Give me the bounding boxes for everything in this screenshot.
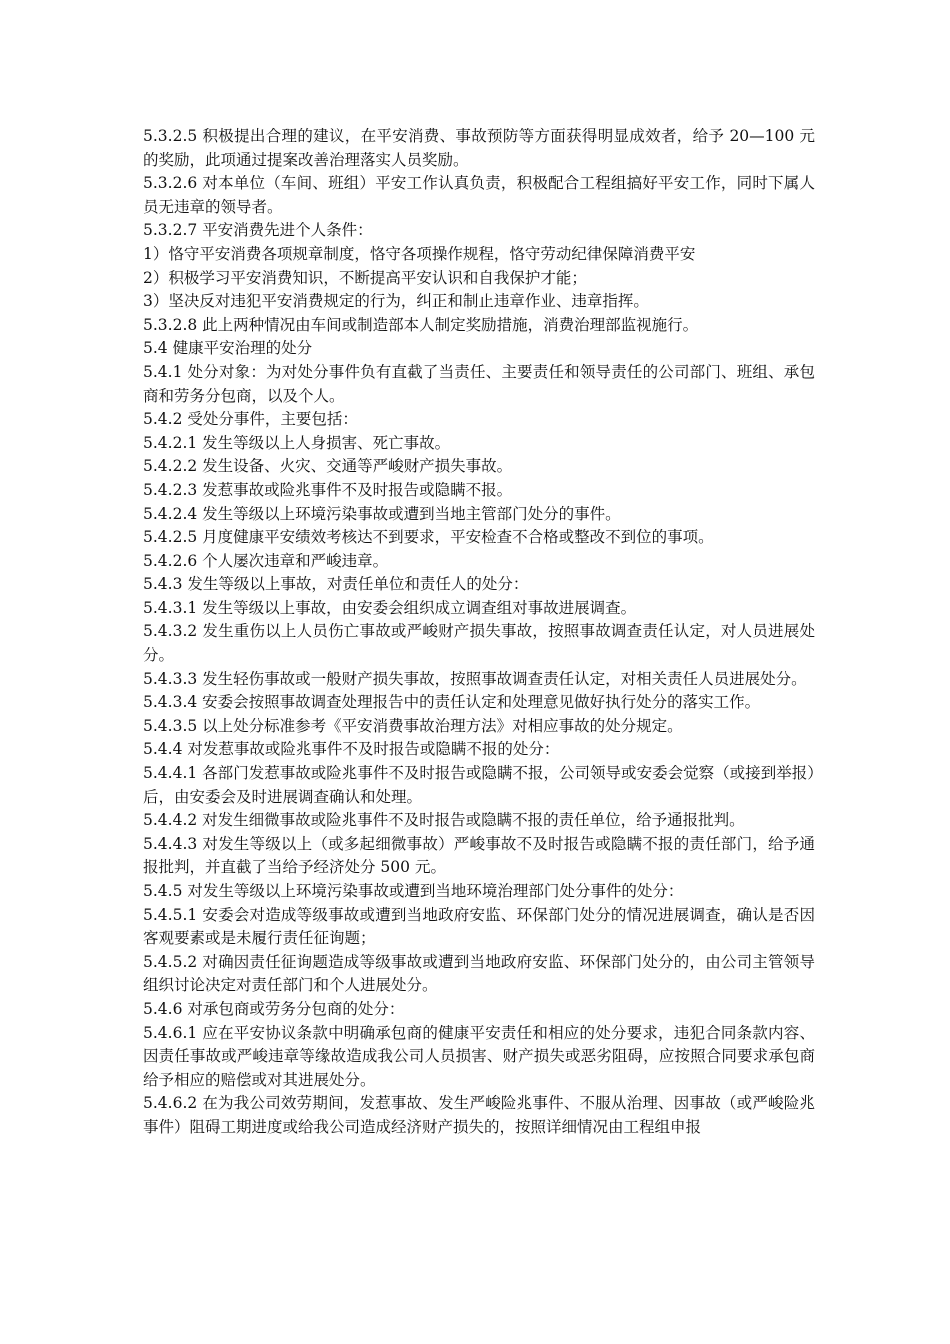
paragraph: 5.4.5 对发生等级以上环境污染事故或遭到当地环境治理部门处分事件的处分： <box>143 882 684 900</box>
paragraph: 5.4.2.1 发生等级以上人身损害、死亡事故。 <box>143 433 451 452</box>
paragraph: 2）积极学习平安消费知识，不断提高平安认识和自我保护才能； <box>143 268 587 287</box>
paragraph: 1）恪守平安消费各项规章制度，恪守各项操作规程，恪守劳动纪律保障消费平安 <box>143 244 696 263</box>
paragraph: 5.4.6 对承包商或劳务分包商的处分： <box>143 999 405 1018</box>
document-body <box>143 125 815 1140</box>
paragraph: 5.4 健康平安治理的处分 <box>143 339 313 358</box>
paragraph: 5.4.5.1 安委会对造成等级事故或遭到当地政府安监、环保部门处分的情况进展调查，确认是否因客观要素或是未履行责任征询题； <box>143 905 815 948</box>
paragraph: 5.4.2.5 月度健康平安绩效考核达不到要求，平安检查不合格或整改不到位的事项。 <box>143 528 714 547</box>
paragraph: 5.4.4.2 对发生细微事故或险兆事件不及时报告或隐瞒不报的责任单位，给予通报批判。 <box>143 811 745 830</box>
paragraph: 5.4.2.3 发惹事故或险兆事件不及时报告或隐瞒不报。 <box>143 480 513 499</box>
paragraph: 5.3.2.6 对本单位（车间、班组）平安工作认真负责，积极配合工程组搞好平安工作，同时下属人员无违章的领导者。 <box>143 174 815 216</box>
paragraph: 5.4.3.5 以上处分标准参考《平安消费事故治理方法》对相应事故的处分规定。 <box>143 716 683 735</box>
paragraph: 5.4.3.4 安委会按照事故调查处理报告中的责任认定和处理意见做好执行处分的落实工作。 <box>143 693 761 712</box>
paragraph: 3）坚决反对违犯平安消费规定的行为，纠正和制止违章作业、违章指挥。 <box>143 292 649 311</box>
paragraph: 5.3.2.7 平安消费先进个人条件： <box>143 221 373 240</box>
paragraph: 5.4.1 处分对象：为对处分事件负有直截了当责任、主要责任和领导责任的公司部门、班组、承包商和劳务分包商，以及个人。 <box>143 362 815 405</box>
paragraph: 5.4.2.4 发生等级以上环境污染事故或遭到当地主管部门处分的事件。 <box>143 504 621 523</box>
paragraph: 5.4.3 发生等级以上事故，对责任单位和责任人的处分： <box>143 575 529 594</box>
paragraph: 5.4.6.1 应在平安协议条款中明确承包商的健康平安责任和相应的处分要求，违犯合同条款内容、因责任事故或严峻违章等缘故造成我公司人员损害、财产损失或恶劣阻碍，应按照合同要求承包商给予相应的赔偿或对其进展处分。 <box>143 1023 815 1089</box>
paragraph: 5.4.4 对发惹事故或险兆事件不及时报告或隐瞒不报的处分： <box>143 740 560 759</box>
paragraph: 5.4.3.1 发生等级以上事故，由安委会组织成立调查组对事故进展调查。 <box>143 598 637 617</box>
paragraph: 5.4.4.1 各部门发惹事故或险兆事件不及时报告或隐瞒不报，公司领导或安委会觉察（或接到举报）后，由安委会及时进展调查确认和处理。 <box>143 764 815 806</box>
paragraph: 5.4.5.2 对确因责任征询题造成等级事故或遭到当地政府安监、环保部门处分的，由公司主管领导组织讨论决定对责任部门和个人进展处分。 <box>143 952 815 995</box>
paragraph: 5.4.6.2 在为我公司效劳期间，发惹事故、发生严峻险兆事件、不服从治理、因事故（或严峻险兆事件）阻碍工期进度或给我公司造成经济财产损失的，按照详细情况由工程组申报 <box>143 1094 815 1136</box>
paragraph: 5.4.4.3 对发生等级以上（或多起细微事故）严峻事故不及时报告或隐瞒不报的责任部门，给予通报批判，并直截了当给予经济处分 500 元。 <box>143 834 815 877</box>
paragraph: 5.4.3.3 发生轻伤事故或一般财产损失事故，按照事故调查责任认定，对相关责任人员进展处分。 <box>143 669 807 688</box>
paragraph: 5.4.3.2 发生重伤以上人员伤亡事故或严峻财产损失事故，按照事故调查责任认定，对人员进展处分。 <box>143 622 815 665</box>
paragraph: 5.4.2.6 个人屡次违章和严峻违章。 <box>143 551 389 570</box>
paragraph: 5.3.2.8 此上两种情况由车间或制造部本人制定奖励措施，消费治理部监视施行。 <box>143 315 699 334</box>
paragraph: 5.3.2.5 积极提出合理的建议，在平安消费、事故预防等方面获得明显成效者，给予 20—100 元的奖励，此项通过提案改善治理落实人员奖励。 <box>143 127 815 169</box>
paragraph: 5.4.2.2 发生设备、火灾、交通等严峻财产损失事故。 <box>143 457 513 476</box>
paragraph: 5.4.2 受处分事件，主要包括： <box>143 410 358 429</box>
